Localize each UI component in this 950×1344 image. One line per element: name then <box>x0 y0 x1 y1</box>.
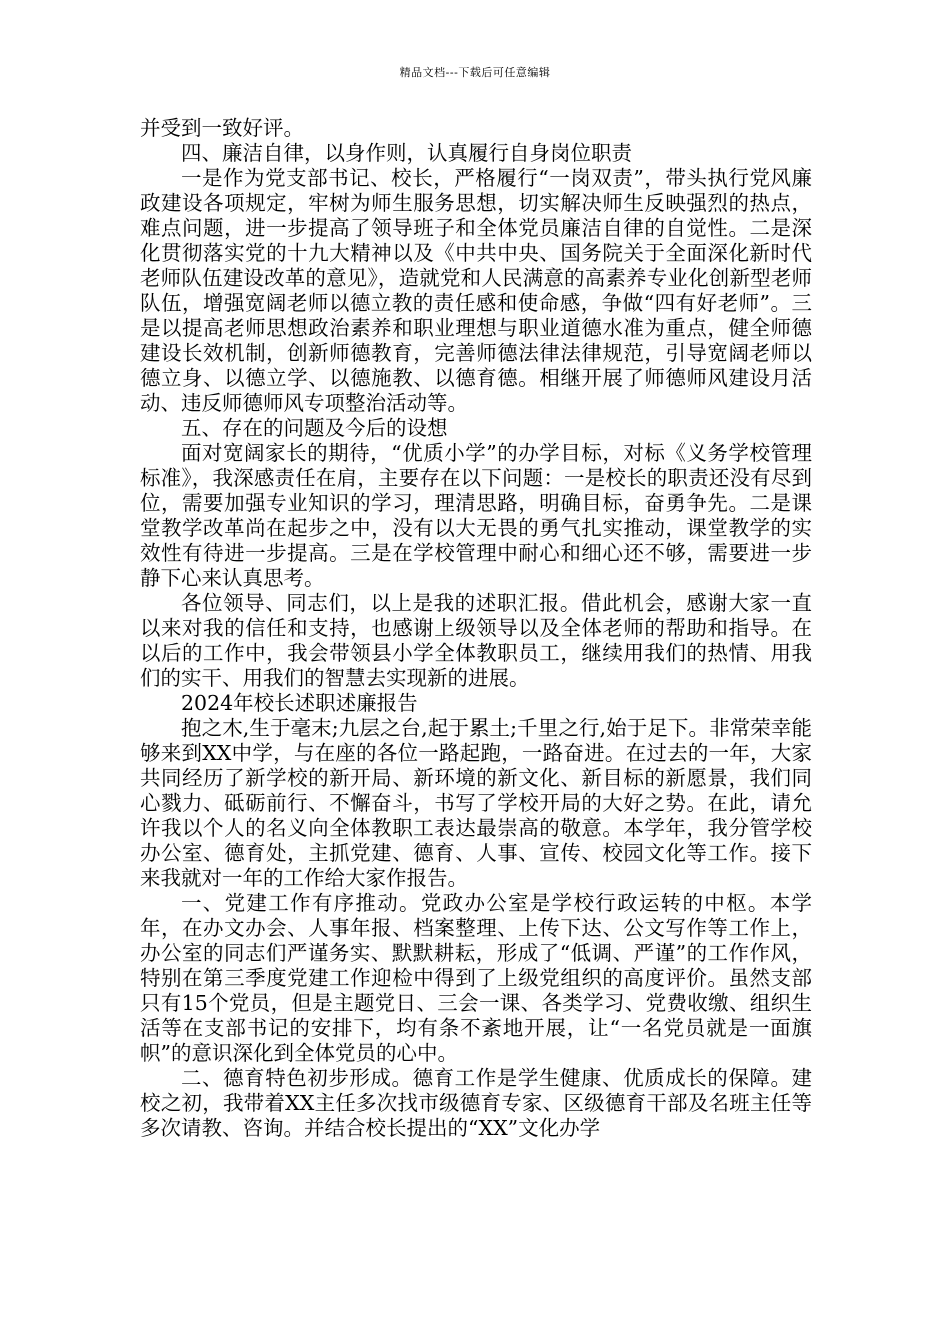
paragraph-6: 一、党建工作有序推动。党政办公室是学校行政运转的中枢。本学年，在办文办会、人事年报、档案整理、上传下达、公文写作等工作上，办公室的同志们严谨务实、默默耕耘，形成了“低调、严谨”的工作作风，特别在第三季度党建工作迎检中得到了上级党组织的高度评价。虽然支部只有15个党员，但是主题党日、三会一课、各类学习、党费收缴、组织生活等在支部书记的安排下，均有条不紊地开展，让“一名党员就是一面旗帜”的意识深化到全体党员的心中。 <box>140 891 812 1065</box>
paragraph-1: 并受到一致好评。 <box>140 116 304 140</box>
paragraph-5: 抱之木,生于毫末;九层之台,起于累土;千里之行,始于足下。非常荣幸能够来到XX中学，与在座的各位一路起跑，一路奋进。在过去的一年，大家共同经历了新学校的新开局、新环境的新文化、新目标的新愿景，我们同心戮力、砥砺前行、不懈奋斗，书写了学校开局的大好之势。在此，请允许我以个人的名义向全体教职工表达最崇高的敬意。本学年，我分管学校办公室、德育处，主抓党建、德育、人事、宣传、校园文化等工作。接下来我就对一年的工作给大家作报告。 <box>140 716 812 890</box>
page-header: 精品文档---下载后可任意编辑 <box>399 66 551 79</box>
paragraph-3: 面对宽阔家长的期待，“优质小学”的办学目标，对标《义务学校管理标准》，我深感责任在肩，主要存在以下问题：一是校长的职责还没有尽到位，需要加强专业知识的学习，理清思路，明确目标，奋勇争先。二是课堂教学改革尚在起步之中，没有以大无畏的勇气扎实推动，课堂教学的实效性有待进一步提高。三是在学校管理中耐心和细心还不够，需要进一步静下心来认真思考。 <box>140 441 812 590</box>
document-body <box>140 116 812 1141</box>
paragraph-7: 二、德育特色初步形成。德育工作是学生健康、优质成长的保障。建校之初，我带着XX主任多次找市级德育专家、区级德育干部及名班主任等多次请教、咨询。并结合校长提出的“XX”文化办学 <box>140 1066 812 1140</box>
section-heading-4: 四、廉洁自律，以身作则，认真履行自身岗位职责 <box>181 141 632 165</box>
section-heading-5: 五、存在的问题及今后的设想 <box>181 416 448 440</box>
paragraph-4: 各位领导、同志们，以上是我的述职汇报。借此机会，感谢大家一直以来对我的信任和支持，也感谢上级领导以及全体老师的帮助和指导。在以后的工作中，我会带领县小学全体教职员工，继续用我们的热情、用我们的实干、用我们的智慧去实现新的进展。 <box>140 591 812 690</box>
report-title: 2024年校长述职述廉报告 <box>181 691 418 715</box>
paragraph-2: 一是作为党支部书记、校长，严格履行“一岗双责”，带头执行党风廉政建设各项规定，牢树为师生服务思想，切实解决师生反映强烈的热点，难点问题，进一步提高了领导班子和全体党员廉洁自律的自觉性。二是深化贯彻落实党的十九大精神以及《中共中央、国务院关于全面深化新时代老师队伍建设改革的意见》，造就党和人民满意的高素养专业化创新型老师队伍，增强宽阔老师以德立教的责任感和使命感，争做“四有好老师”。三是以提高老师思想政治素养和职业理想与职业道德水准为重点，健全师德建设长效机制，创新师德教育，完善师德法律法律规范，引导宽阔老师以德立身、以德立学、以德施教、以德育德。相继开展了师德师风建设月活动、违反师德师风专项整治活动等。 <box>140 166 812 415</box>
